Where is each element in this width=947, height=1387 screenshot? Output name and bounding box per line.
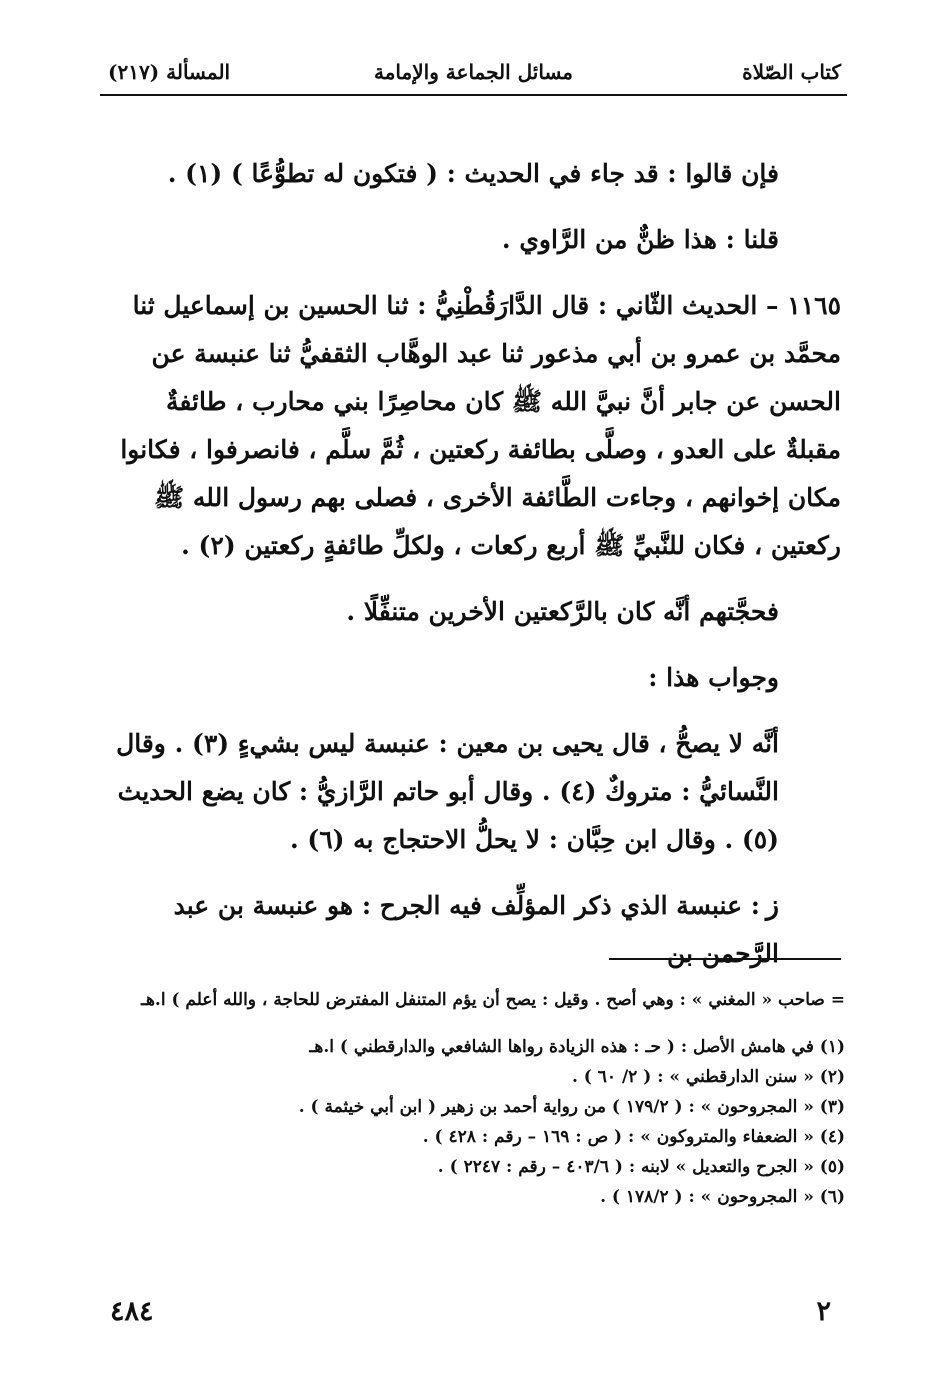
main-text (106, 150, 841, 978)
addition-text: : عنبسة الذي ذكر المؤلِّف فيه الجرح : هو عنبسة بن عبد الرَّحمن بن (173, 891, 779, 968)
header-book-title: كتاب الصّلاة (742, 60, 841, 84)
paragraph-addition (106, 882, 841, 978)
footnote-4: (٤) « الضعفاء والمتروكون » : ( ص : ١٦٩ – رقم : ٤٢٨ ) . (422, 1127, 845, 1147)
paragraph-answer-heading: وجواب هذا : (648, 663, 779, 692)
paragraph-objection: فإن قالوا : قد جاء في الحديث : ( فتكون له تطوُّعًا ) (١) . (167, 159, 779, 188)
addition-symbol: ز (765, 890, 779, 921)
footnote-6: (٦) « المجروحون » : ( ١٧٨/٢ ) . (600, 1187, 845, 1207)
footnote-5: (٥) « الجرح والتعديل » لابنه : ( ٤٠٣/٦ – رقم : ٢٢٤٧ ) . (437, 1157, 845, 1177)
paragraph-reply: قلنا : هذا ظنٌّ من الرَّاوي . (501, 225, 779, 254)
footnote-continuation: = صاحب « المغني » : وهي أصح . وقيل : يصح أن يؤم المتنفل المفترض للحاجة ، والله أعلم ) ا.هـ (140, 990, 845, 1010)
header-issue-number: المسألة (٢١٧) (108, 60, 231, 84)
footnote-rule (609, 958, 841, 960)
paragraph-answer: أنَّه لا يصحُّ ، قال يحيى بن معين : عنبسة ليس بشيءٍ (٣) . وقال النَّسائيُّ : متروكٌ (٤) . وقال أبو حاتم الرَّازيُّ : كان يضع الحديث (٥) . وقال ابن حِبَّان : لا يحلُّ الاحتجاج به (٦) . (116, 729, 779, 854)
hadith-number: ١١٦٥ (787, 291, 841, 320)
footnote-3: (٣) « المجروحون » : ( ١٧٩/٢ ) من رواية أحمد بن زهير ( ابن أبي خيثمة ) . (298, 1097, 845, 1117)
page-number: ٤٨٤ (110, 1296, 154, 1327)
footnote-1: (١) في هامش الأصل : ( حـ : هذه الزيادة رواها الشافعي والدارقطني ) ا.هـ (309, 1037, 845, 1057)
footnote-2: (٢) « سنن الدارقطني » : ( ٢/ ٦٠ ) . (571, 1067, 845, 1087)
header-rule (100, 94, 847, 96)
paragraph-argument: فحجَّتهم أنَّه كان بالرَّكعتين الأخرين متنفِّلًا . (346, 597, 779, 626)
header-chapter-title: مسائل الجماعة والإمامة (373, 60, 574, 84)
hadith-text: – الحديث الثّاني : قال الدَّارَقُطْنِيُّ : ثنا الحسين بن إسماعيل ثنا محمَّد بن عمرو بن أبي مذعور ثنا عبد الوهَّاب الثقفيُّ ثنا عنبسة عن الحسن عن جابر أنَّ نبيَّ الله ﷺ كان محاصِرًا بني محارب ، طائفةٌ مقبلةٌ على العدو ، وصلَّى بطائفة ركعتين ، ثُمَّ سلَّم ، فانصرفوا ، فكانوا مكان إخوانهم ، وجاءت الطَّائفة الأخرى ، فصلى بهم رسول الله ﷺ ركعتين ، فكان للنَّبيِّ ﷺ أربع ركعات ، ولكلِّ طائفةٍ ركعتين (٢) . (120, 291, 841, 560)
paragraph-hadith (106, 282, 841, 570)
page-footer (100, 1296, 841, 1336)
footnotes (106, 968, 845, 1212)
running-header (100, 48, 847, 94)
volume-number: ٢ (816, 1296, 831, 1327)
